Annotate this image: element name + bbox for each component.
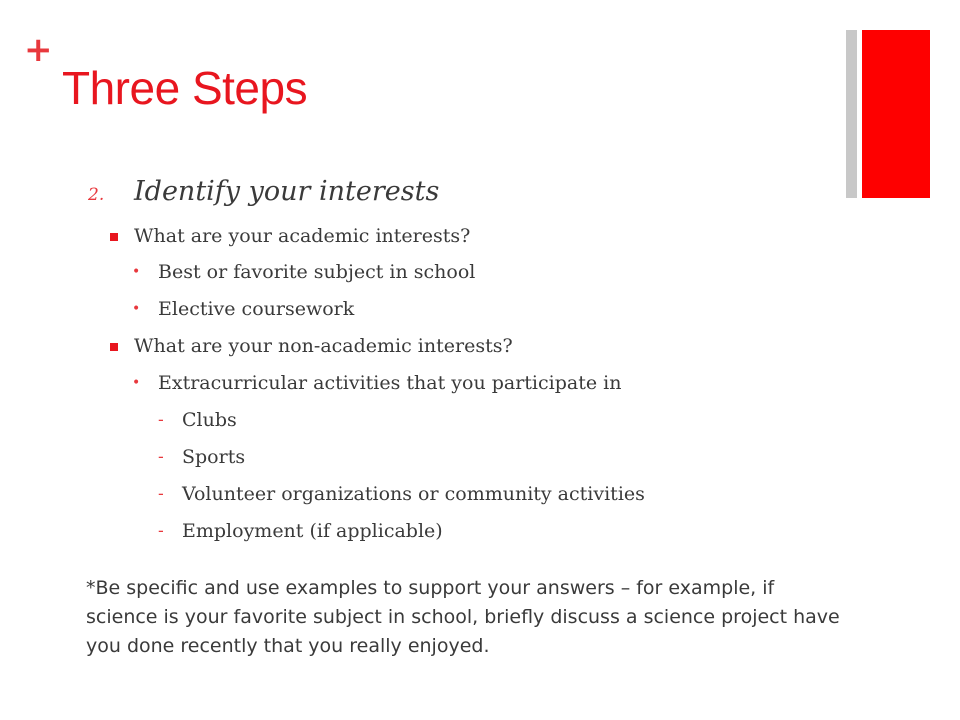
list-item-text: Clubs bbox=[182, 409, 237, 431]
list-item-text: Volunteer organizations or community activities bbox=[182, 483, 645, 505]
list-item-text: What are your academic interests? bbox=[134, 225, 471, 247]
accent-bar-gray bbox=[846, 30, 857, 198]
list-item-text: Elective coursework bbox=[158, 298, 355, 320]
list-item-text: Extracurricular activities that you participate in bbox=[158, 372, 622, 394]
list-item-text: What are your non-academic interests? bbox=[134, 335, 513, 357]
dot-bullet-icon: • bbox=[132, 264, 141, 280]
list-item-academic bbox=[134, 222, 470, 250]
step-label: Identify your interests bbox=[134, 176, 440, 207]
square-bullet-icon bbox=[110, 343, 118, 351]
dash-bullet-icon: - bbox=[158, 410, 164, 430]
list-item-text: Best or favorite subject in school bbox=[158, 261, 476, 283]
slide-title: Three Steps bbox=[62, 62, 308, 114]
list-item-activity bbox=[158, 443, 246, 471]
list-item-text: Employment (if applicable) bbox=[182, 520, 443, 542]
list-item-text: Sports bbox=[182, 446, 246, 468]
accent-bar-red bbox=[862, 30, 930, 198]
list-item-activity bbox=[158, 406, 237, 434]
dot-bullet-icon: • bbox=[132, 375, 141, 391]
dash-bullet-icon: - bbox=[158, 484, 164, 504]
list-item-activity bbox=[158, 517, 443, 545]
plus-icon: + bbox=[24, 30, 53, 70]
step-number: 2. bbox=[88, 185, 105, 205]
list-item-non-academic bbox=[134, 332, 513, 360]
list-item-subitem bbox=[132, 369, 622, 397]
square-bullet-icon bbox=[110, 233, 118, 241]
list-item-subitem bbox=[132, 295, 355, 323]
list-item-activity bbox=[158, 480, 645, 508]
dot-bullet-icon: • bbox=[132, 301, 141, 317]
step-heading bbox=[88, 176, 439, 216]
dash-bullet-icon: - bbox=[158, 521, 164, 541]
list-item-subitem bbox=[132, 258, 476, 286]
dash-bullet-icon: - bbox=[158, 447, 164, 467]
footnote: *Be specific and use examples to support your answers – for example, if science is your favorite subject in school, briefly discuss a science project have you done recently that you really enjoyed. bbox=[86, 577, 840, 657]
